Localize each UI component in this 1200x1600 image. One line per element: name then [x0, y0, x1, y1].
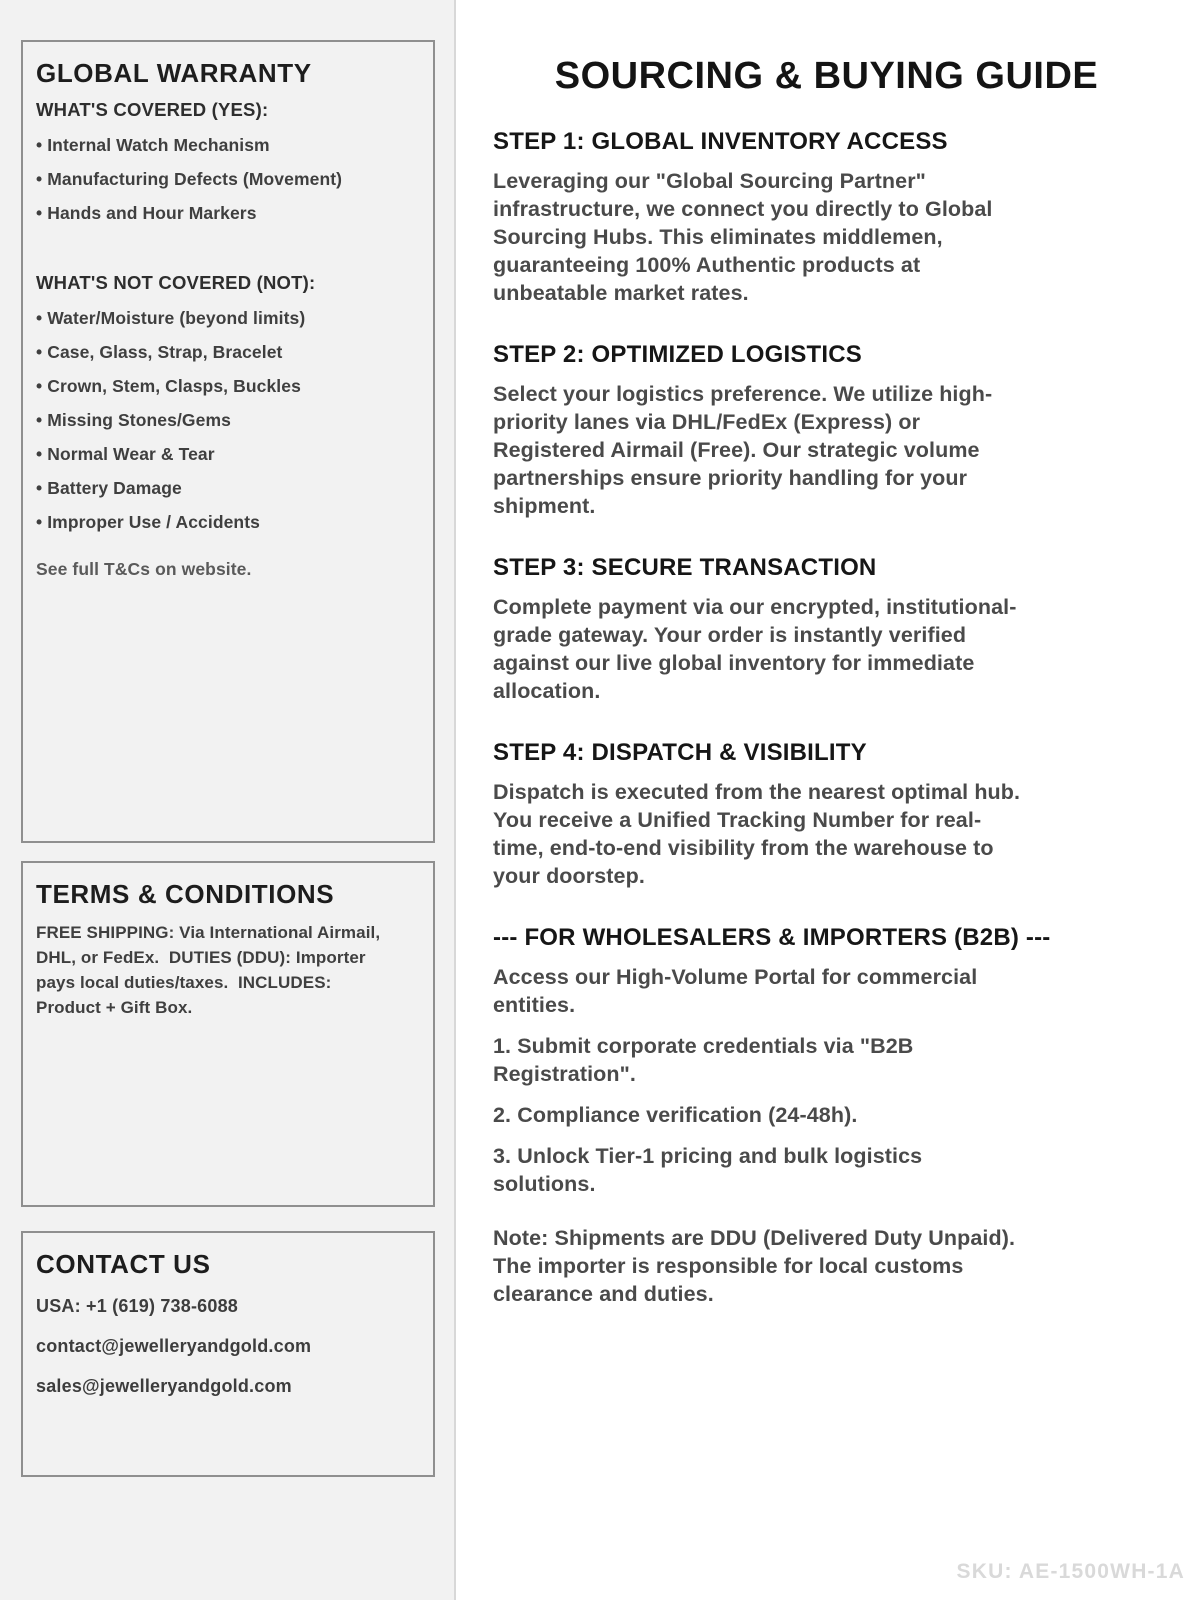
list-item: • Manufacturing Defects (Movement) — [36, 169, 420, 190]
b2b-step-3: 3. Unlock Tier-1 pricing and bulk logistics solutions. — [493, 1144, 923, 1196]
step-1-heading: STEP 1: GLOBAL INVENTORY ACCESS — [493, 128, 948, 155]
not-covered-heading: WHAT'S NOT COVERED (NOT): — [36, 272, 316, 293]
terms-conditions-box — [21, 861, 435, 1207]
warranty-title: GLOBAL WARRANTY — [36, 58, 312, 88]
list-item: • Normal Wear & Tear — [36, 444, 420, 465]
step-4-body: Dispatch is executed from the nearest optimal hub. You receive a Unified Tracking Number for real-time, end-to-end visibility from the warehouse to your doorstep. — [493, 780, 1021, 888]
covered-list — [36, 135, 420, 224]
step-2-heading: STEP 2: OPTIMIZED LOGISTICS — [493, 341, 862, 368]
list-item: • Improper Use / Accidents — [36, 512, 420, 533]
b2b-intro: Access our High-Volume Portal for commercial entities. — [493, 965, 978, 1017]
step-4-heading: STEP 4: DISPATCH & VISIBILITY — [493, 739, 867, 766]
list-item: • Hands and Hour Markers — [36, 203, 420, 224]
step-3-heading: STEP 3: SECURE TRANSACTION — [493, 554, 877, 581]
list-item: • Internal Watch Mechanism — [36, 135, 420, 156]
terms-body: FREE SHIPPING: Via International Airmail, DHL, or FedEx. DUTIES (DDU): Importer pays local duties/taxes. INCLUDES: Product + Gift Box. — [36, 923, 386, 1017]
sku-label: SKU: AE-1500WH-1A — [956, 1560, 1185, 1583]
not-covered-list — [36, 308, 420, 533]
list-item: • Battery Damage — [36, 478, 420, 499]
b2b-step-1: 1. Submit corporate credentials via "B2B Registration". — [493, 1034, 914, 1086]
b2b-step-2: 2. Compliance verification (24-48h). — [493, 1103, 858, 1127]
warranty-footnote: See full T&Cs on website. — [36, 559, 252, 579]
info-sidebar — [0, 0, 456, 1600]
contact-phone: USA: +1 (619) 738-6088 — [36, 1296, 239, 1316]
step-1-body: Leveraging our "Global Sourcing Partner" infrastructure, we connect you directly to Global Sourcing Hubs. This eliminates middlemen, guaranteeing 100% Authentic products at unbeatable market rates. — [493, 169, 993, 305]
covered-heading: WHAT'S COVERED (YES): — [36, 99, 269, 120]
sourcing-guide-panel — [456, 0, 1200, 1600]
global-warranty-box — [21, 40, 435, 843]
step-3-body: Complete payment via our encrypted, institutional-grade gateway. Your order is instantly verified against our live global inventory for immediate allocation. — [493, 595, 1017, 703]
step-2-body: Select your logistics preference. We utilize high-priority lanes via DHL/FedEx (Express) or Registered Airmail (Free). Our strategic volume partnerships ensure priority handling for your shipment. — [493, 382, 993, 518]
b2b-section — [493, 924, 1160, 1198]
terms-title: TERMS & CONDITIONS — [36, 879, 335, 909]
step-2-section — [493, 341, 1160, 520]
step-1-section — [493, 128, 1160, 307]
contact-sales-email: sales@jewelleryandgold.com — [36, 1376, 292, 1396]
list-item: • Crown, Stem, Clasps, Buckles — [36, 376, 420, 397]
ddu-note: Note: Shipments are DDU (Delivered Duty Unpaid). The importer is responsible for local customs clearance and duties. — [493, 1226, 1016, 1306]
list-item: • Case, Glass, Strap, Bracelet — [36, 342, 420, 363]
step-3-section — [493, 554, 1160, 705]
step-4-section — [493, 739, 1160, 890]
list-item: • Water/Moisture (beyond limits) — [36, 308, 420, 329]
contact-email: contact@jewelleryandgold.com — [36, 1336, 312, 1356]
contact-title: CONTACT US — [36, 1249, 211, 1279]
ddu-note-section — [493, 1224, 1160, 1308]
page-title: SOURCING & BUYING GUIDE — [554, 55, 1099, 97]
b2b-heading: --- FOR WHOLESALERS & IMPORTERS (B2B) --- — [493, 924, 1051, 951]
contact-us-box — [21, 1231, 435, 1477]
list-item: • Missing Stones/Gems — [36, 410, 420, 431]
